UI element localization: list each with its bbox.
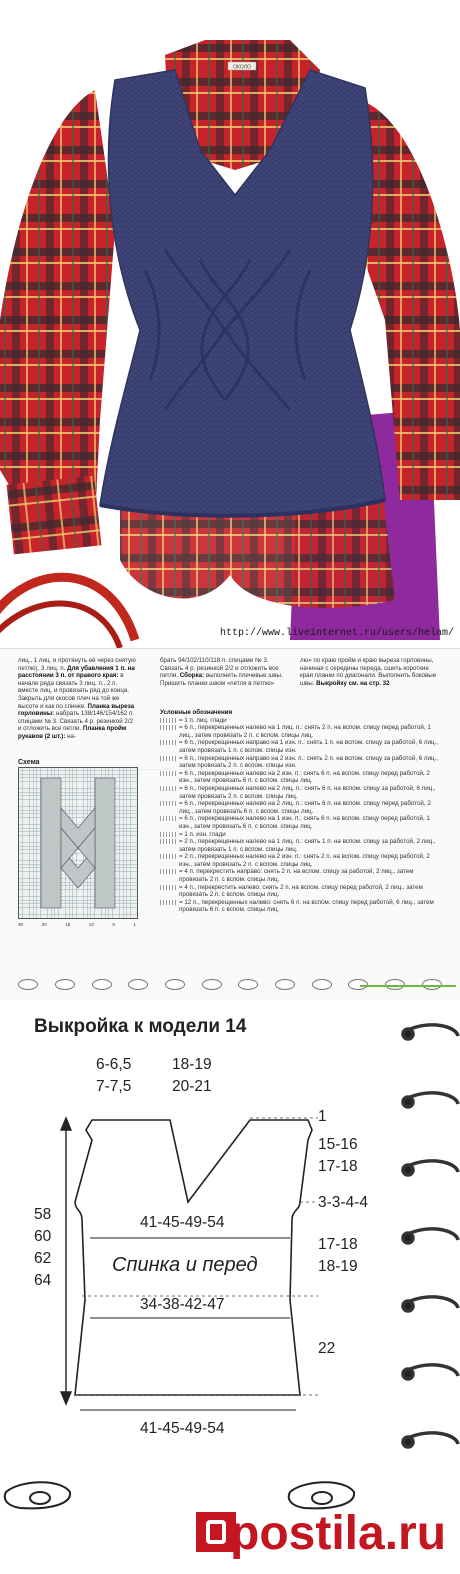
legend-item: [160, 899, 440, 914]
legend-text: = 6 п., перекрещенных направо на 2 изн. п.: снять 2 п. на вспом. спицу за работой, 6 лиц., затем провязать 2 п. с вспом. спицы изн.: [179, 754, 438, 770]
footprint-icon: [18, 979, 38, 990]
paragraph-text: брать 94/102/110/118 п. спицами № 3. Связать 4 р. резинкой 2/2 и отложить все петли.: [160, 657, 279, 680]
legend-title: Условные обозначения: [160, 709, 233, 716]
legend-list: [160, 717, 440, 914]
armhole-offset: 3-3-4-4: [318, 1194, 368, 1211]
footprint-icon: [202, 979, 222, 990]
legend-text: = 12 п., перекрещенных налево: снять 6 п. на вспом. спицу перед работой, 6 лиц., затем провязать 6 п. с вспом. спицы лиц.: [179, 898, 434, 914]
left-sleeve: [0, 90, 115, 520]
axis-tick-label: 5: [112, 922, 115, 927]
height-arrow: [61, 1118, 71, 1404]
brand-label-text: ОКОЛО: [233, 64, 251, 71]
stitch-symbol-icon: [160, 832, 176, 837]
armhole-height-small: 17-18: [318, 1236, 358, 1253]
model-photo: [0, 0, 460, 648]
neck-depth-large: 17-18: [318, 1158, 358, 1175]
stitch-symbol-icon: [160, 900, 176, 905]
legend-text: = 1 п. лиц. глади: [179, 716, 227, 724]
paragraph-text: Планка выреза горловины:: [18, 702, 135, 718]
total-height-3: 62: [34, 1250, 52, 1267]
legend-text: = 4 п. перекрестить направо: снять 2 п. на вспом. спицу за работой, 2 лиц., затем провязать 2 п. с вспом. спицы лиц.: [179, 868, 414, 884]
paragraph-text: в начале ряда связать 3 лиц. п., 2 п. вместе лиц. и провязать ряд до конца. Закрыть для скосов плеч на той же высоте и как по спинке.: [18, 672, 130, 710]
legend-item: [160, 717, 440, 725]
shoulder-slope: 1: [318, 1108, 327, 1125]
legend-text: = 6 п., перекрещенных налево на 1 изн. п.: снять 6 п. на вспом. спицу перед работой, 1 изн., затем провязать 6 п. с вспом. спицы лиц.: [179, 815, 430, 830]
legend-item: [160, 868, 440, 883]
axis-tick-label: 10: [88, 922, 94, 927]
total-height-2: 60: [34, 1228, 52, 1245]
armhole-height-large: 18-19: [318, 1258, 358, 1275]
legend-text: = 4 п., перекрестить налево: снять 2 п. на вспом. спицу перед работой, 2 лиц., затем провязать 2 п. с вспом. спицы лиц.: [179, 883, 423, 899]
axis-tick-label: 20: [41, 922, 47, 927]
chart-cable-motif: [19, 768, 137, 918]
paragraph-text: лю» по краю пройм и краю выреза горловины, начиная с середины переда, сшить короткие края планки по диагонали. Выполнить боковые швы.: [300, 657, 437, 687]
instructions-column-1: [18, 657, 138, 741]
footprint-icon: [238, 979, 258, 990]
scheme-title: Схема: [18, 759, 40, 766]
legend-item: [160, 838, 440, 853]
neck-depth-small: 15-16: [318, 1136, 358, 1153]
paragraph-text: Для убавления 1 п. на расстоянии 3 п. от правого края:: [18, 664, 135, 680]
legend-item: [160, 770, 440, 785]
paragraph-text: выполнить плечевые швы. Пришить планки швом «петля в петлю»: [160, 672, 283, 687]
axis-tick-label: 1: [133, 922, 136, 927]
paragraph-text: на-: [67, 732, 77, 740]
shoulder-width-large: 20-21: [172, 1078, 212, 1095]
back-and-front-label: Спинка и перед: [112, 1254, 258, 1276]
pattern-diagram: [0, 1000, 460, 1574]
paragraph-text: Выкройку см. на стр. 32: [316, 679, 390, 687]
legend-text: = 6 п., перекрещенных налево на 2 лиц. п.: снять 6 п. на вспом. спицу перед работой, 2 лиц., затем провязать 6 п. с вспом. спицы лиц.: [179, 800, 431, 815]
pattern-title: Выкройка к модели 14: [34, 1016, 247, 1037]
stitch-symbol-icon: [160, 869, 176, 874]
paragraph-text: Сборка:: [179, 672, 206, 680]
stitch-symbol-icon: [160, 756, 176, 761]
instructions-column-3: [300, 657, 440, 687]
chart-right-axis: · · · · · · · · · · · ·: [139, 767, 171, 772]
legend-item: [160, 785, 440, 800]
stitch-symbol-icon: [160, 786, 176, 791]
legend-item: [160, 755, 440, 770]
legend-text: = 6 п., перекрещенных направо на 1 изн. п.: снять 1 п. на вспом. спицу за работой, 6 лиц., затем провязать 1 п. с вспом. спицы изн.: [179, 739, 438, 754]
legend: [160, 709, 440, 914]
footprint-icon: [55, 979, 75, 990]
axis-tick-label: 15: [65, 922, 71, 927]
legend-text: = 1 п. изн. глади: [179, 830, 226, 838]
knitting-instructions: [0, 648, 460, 1001]
stitch-symbol-icon: [160, 839, 176, 844]
legend-text: = 6 п., перекрещенных налево на 2 изн. п.: снять 6 п. на вспом. спицу перед работой, 2 изн., затем провязать 6 п. с вспом. спицы лиц.: [179, 769, 430, 785]
legend-item: [160, 815, 440, 830]
instructions-column-2: [160, 657, 290, 687]
legend-item: [160, 739, 440, 754]
footprint-icon: [312, 979, 332, 990]
footprint-icon: [275, 979, 295, 990]
source-url[interactable]: http://www.liveinternet.ru/users/helam/: [219, 628, 454, 639]
chart-bottom-axis: [18, 921, 136, 929]
stitch-symbol-icon: [160, 725, 176, 730]
hem-width: 41-45-49-54: [140, 1420, 225, 1437]
legend-text: = 2 п., перекрещенных налево на 1 лиц. п.: снять 1 п. на вспом. спицу за работой, 2 лиц., затем провязать 1 п. с вспом. спицы лиц.: [179, 838, 436, 853]
legend-item: [160, 853, 440, 868]
paragraph-text: лиц., 1 лиц. и протянуть её через снятую петлю), 3 лиц. п.: [18, 657, 136, 672]
legend-item: [160, 800, 440, 815]
footprint-icon: [92, 979, 112, 990]
green-divider: [360, 985, 456, 987]
footprint-icon: [128, 979, 148, 990]
stitch-symbol-icon: [160, 854, 176, 859]
stitch-symbol-icon: [160, 718, 176, 723]
legend-text: = 2 п., перекрещенных налево на 2 изн. п.: снять 2 п. на вспом. спицу перед работой, 2 изн., затем провязать 2 п. с вспом. спицы лиц.: [179, 853, 430, 868]
stitch-symbol-icon: [160, 740, 176, 745]
axis-tick-label: 30: [18, 922, 24, 927]
paragraph-text: Планка пройм рукавов (2 шт.):: [18, 725, 127, 740]
neck-width-small: 6-6,5: [96, 1056, 132, 1073]
paragraph-text: набрать 138/146/154/162 п. спицами № 3. Связать 4 р. резинкой 2/2 и отложить все петли.: [18, 710, 135, 733]
knitted-vest-photo: [0, 0, 460, 648]
knitting-chart-grid: [18, 767, 138, 919]
shoulder-width-small: 18-19: [172, 1056, 212, 1073]
chest-width: 41-45-49-54: [140, 1214, 225, 1231]
watermark-text: postila.ru: [230, 1507, 447, 1560]
stitch-symbol-icon: [160, 885, 176, 890]
legend-text: = 6 п., перекрещенных налево на 2 лиц. п.: снять 6 п. на вспом. спицу за работой, 6 лиц., затем провязать 2 п. с вспом. спицы лиц.: [179, 784, 436, 800]
legend-text: = 6 п., перекрещенных налево на 1 лиц. п.: снять 2 п. на вспом. спицу перед работой, 1 лиц., затем провязать 2 п. с вспом. спицы лиц.: [179, 724, 431, 739]
footprint-icon: [165, 979, 185, 990]
neck-width-large: 7-7,5: [96, 1078, 132, 1095]
waist-width: 34-38-42-47: [140, 1296, 225, 1313]
legend-item: [160, 884, 440, 899]
legend-item: [160, 831, 440, 839]
stitch-symbol-icon: [160, 816, 176, 821]
total-height-1: 58: [34, 1206, 52, 1223]
total-height-4: 64: [34, 1272, 52, 1289]
legend-item: [160, 724, 440, 739]
lower-height: 22: [318, 1340, 336, 1357]
stitch-symbol-icon: [160, 801, 176, 806]
